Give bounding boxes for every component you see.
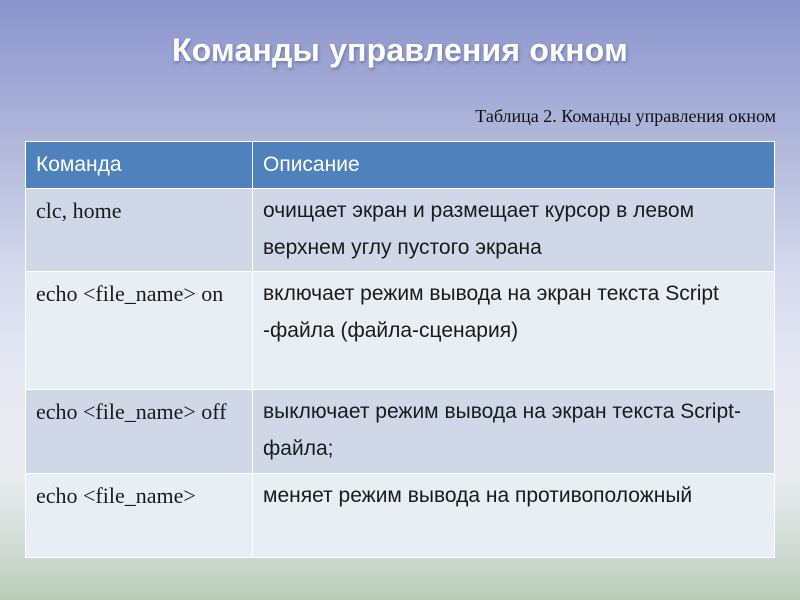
table-caption: Таблица 2. Команды управления окном xyxy=(475,106,776,126)
column-header-description: Описание xyxy=(253,142,775,189)
description-cell: меняет режим вывода на противоположный xyxy=(253,474,775,558)
command-cell: echo <file_name> on xyxy=(26,272,253,390)
command-cell: echo <file_name> off xyxy=(26,390,253,474)
table-header-row xyxy=(26,142,775,189)
commands-table xyxy=(25,141,775,558)
table-row xyxy=(26,272,775,390)
table-row xyxy=(26,474,775,558)
table-row xyxy=(26,390,775,474)
description-cell: выключает режим вывода на экран текста Script-файла; xyxy=(253,390,775,474)
slide-title: Команды управления окном xyxy=(171,32,629,68)
description-cell: включает режим вывода на экран текста Script -файла (файла-сценария) xyxy=(253,272,775,390)
command-cell: clc, home xyxy=(26,189,253,272)
column-header-command: Команда xyxy=(26,142,253,189)
description-cell: очищает экран и размещает курсор в левом верхнем углу пустого экрана xyxy=(253,189,775,272)
command-cell: echo <file_name> xyxy=(26,474,253,558)
table-row xyxy=(26,189,775,272)
